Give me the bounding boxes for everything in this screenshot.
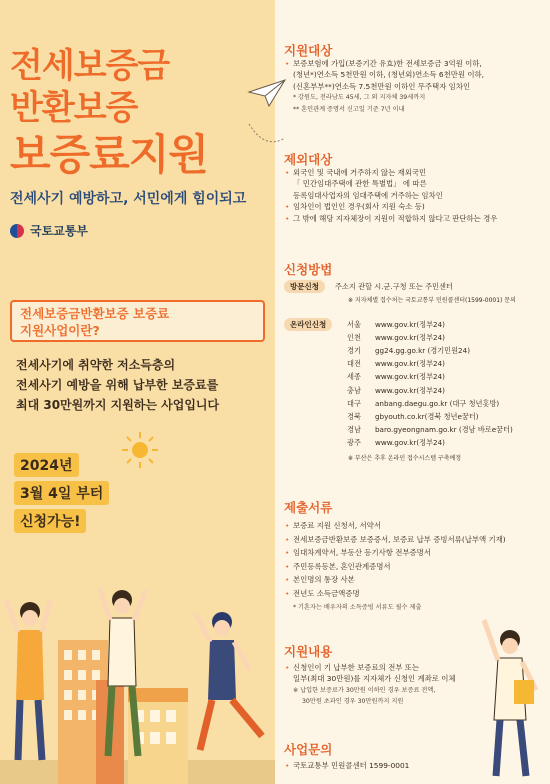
subtitle: 전세사기 예방하고, 서민에게 힘이되고 [10, 191, 247, 207]
inquiry-heading: 사업문의 [284, 742, 333, 757]
online-application [284, 318, 546, 462]
support-heading: 지원내용 [284, 644, 333, 659]
list-item: 일부(최대 30만원)를 지자체가 신청인 계좌로 이체 [293, 674, 456, 684]
online-region-row [284, 344, 546, 357]
online-region-row [284, 437, 546, 450]
eligibility-heading: 지원대상 [284, 43, 333, 58]
description-line: 전세사기에 취약한 저소득층의 [16, 358, 176, 372]
region-url: www.gov.kr(정부24) [375, 372, 445, 382]
list-item: (청년*)연소득 5천만원 이하, (청년외)연소득 6천만원 이하, [293, 70, 485, 80]
list-item: • 보증료 지원 신청서, 서약서 [284, 519, 546, 533]
sun-icon [120, 430, 160, 470]
list-item: 등록임대사업자의 임대주택에 거주하는 임차인 [293, 190, 443, 200]
online-region-row [284, 397, 546, 410]
region-url: www.gov.kr(정부24) [375, 332, 445, 342]
question-box [10, 300, 265, 342]
online-region-row [284, 424, 546, 437]
region-name: 경북 [347, 411, 361, 421]
date-pill-day: 3월 4일 부터 [14, 481, 109, 505]
visit-note: ※ 지자체별 접수처는 국토교통부 민원콜센터(1599-0001) 문의 [348, 297, 516, 304]
region-url: anbang.daegu.go.kr (대구 청년홋방) [375, 398, 500, 408]
title-line-2: 반환보증 [10, 88, 138, 128]
region-url: baro.gyeongnam.go.kr (경남 바로e꿈터) [375, 425, 513, 435]
region-url: www.gov.kr(정부24) [375, 385, 445, 395]
exclusion-list [284, 167, 546, 224]
visit-label: 방문신청 [284, 280, 325, 293]
region-url: www.gov.kr(정부24) [375, 359, 445, 369]
ministry-emblem-icon [10, 224, 24, 238]
footnote: * 기혼자는 배우자의 소득증빙 서류도 필수 제출 [293, 603, 422, 611]
online-region-row [284, 358, 546, 371]
region-name: 광주 [347, 438, 361, 448]
title-line-1: 전세보증금 [10, 46, 170, 86]
description [16, 355, 271, 415]
exclusion-heading: 제외대상 [284, 152, 333, 167]
date-pill-available: 신청가능! [14, 509, 86, 533]
person-illustration [470, 610, 545, 780]
question-line-2: 지원사업이란? [20, 323, 100, 338]
footnote: * 강원도, 전라남도 45세, 그 외 지자체 39세까지 [293, 94, 426, 102]
ministry-name: 국토교통부 [30, 224, 88, 238]
list-item: • 본인명의 통장 사본 [284, 573, 546, 587]
list-item: • 국토교통부 민원콜센터 1599-0001 [284, 760, 546, 771]
application-heading: 신청방법 [284, 262, 333, 277]
footnote: ※ 납입한 보증료가 30만원 이하인 경우 보증료 전액, [293, 686, 436, 694]
online-note: ※ 부산은 추후 온라인 접수시스템 구축예정 [348, 454, 462, 462]
footnote: ** 혼인관계 증명서 신고일 기준 7년 이내 [293, 105, 405, 113]
visit-text: 주소지 관할 시.군.구청 또는 주민센터 [334, 281, 453, 291]
list-item: • 보증보험에 가입(보증기간 유효)한 전세보증금 3억원 이하, [284, 58, 546, 69]
eligibility-list [284, 58, 546, 115]
list-item: • 전세보증금반환보증 보증증서, 보증료 납부 증빙서류(납부액 기재) [284, 533, 546, 547]
list-item: • 신청인이 기 납부한 보증료의 전부 또는 [284, 662, 546, 673]
region-name: 경기 [347, 345, 361, 355]
region-name: 대전 [347, 359, 361, 369]
visit-application [284, 280, 546, 304]
list-item: • 외국인 및 국내에 거주하지 않는 재외국민 [284, 167, 546, 178]
list-item: • 그 밖에 해당 지자체장이 지원이 적합하지 않다고 판단하는 경우 [284, 213, 546, 224]
online-region-list [284, 318, 546, 450]
list-item: • 주민등록등본, 혼인관계증명서 [284, 560, 546, 574]
region-name: 충남 [347, 385, 361, 395]
region-name: 인천 [347, 332, 361, 342]
region-url: gbyouth.co.kr(경북 청년e꿈터) [375, 411, 479, 421]
region-name: 대구 [347, 398, 361, 408]
description-line: 전세사기 예방을 위해 납부한 보증료를 [16, 378, 219, 392]
ministry-logo [10, 222, 88, 239]
list-item: 「 민간임대주택에 관한 특별법」 에 따른 [293, 179, 427, 189]
online-region-row [284, 410, 546, 423]
list-item: • 임차인이 법인인 경우(회사 지원 숙소 등) [284, 201, 546, 212]
list-item: (신혼부부**)연소득 7.5천만원 이하인 무주택자 임차인 [293, 81, 471, 91]
documents-heading: 제출서류 [284, 500, 333, 515]
question-line-1: 전세보증금반환보증 보증료 [20, 306, 170, 321]
description-line: 최대 30만원까지 지원하는 사업입니다 [16, 398, 220, 412]
date-pill-year: 2024년 [14, 453, 79, 477]
online-region-row [284, 384, 546, 397]
title-line-3: 보증료지원 [10, 130, 208, 179]
region-name: 서울 [347, 319, 361, 329]
list-item: • 전년도 소득금액증명 [284, 587, 546, 601]
online-region-row [284, 371, 546, 384]
people-city-illustration [0, 560, 275, 784]
region-name: 경남 [347, 425, 361, 435]
online-label: 온라인신청 [284, 318, 332, 331]
region-url: www.gov.kr(정부24) [375, 319, 445, 329]
paper-plane-icon [247, 78, 287, 108]
documents-list [284, 519, 546, 614]
region-url: www.gov.kr(정부24) [375, 438, 445, 448]
region-name: 세종 [347, 372, 361, 382]
region-url: gg24.gg.go.kr (경기민원24) [375, 345, 471, 355]
footnote: 30만원 초과인 경우 30만원까지 지원 [302, 698, 404, 706]
online-region-row [284, 331, 546, 344]
list-item: • 임대차계약서, 부동산 등기사항 전부증명서 [284, 546, 546, 560]
dashed-trail-icon [247, 120, 287, 150]
